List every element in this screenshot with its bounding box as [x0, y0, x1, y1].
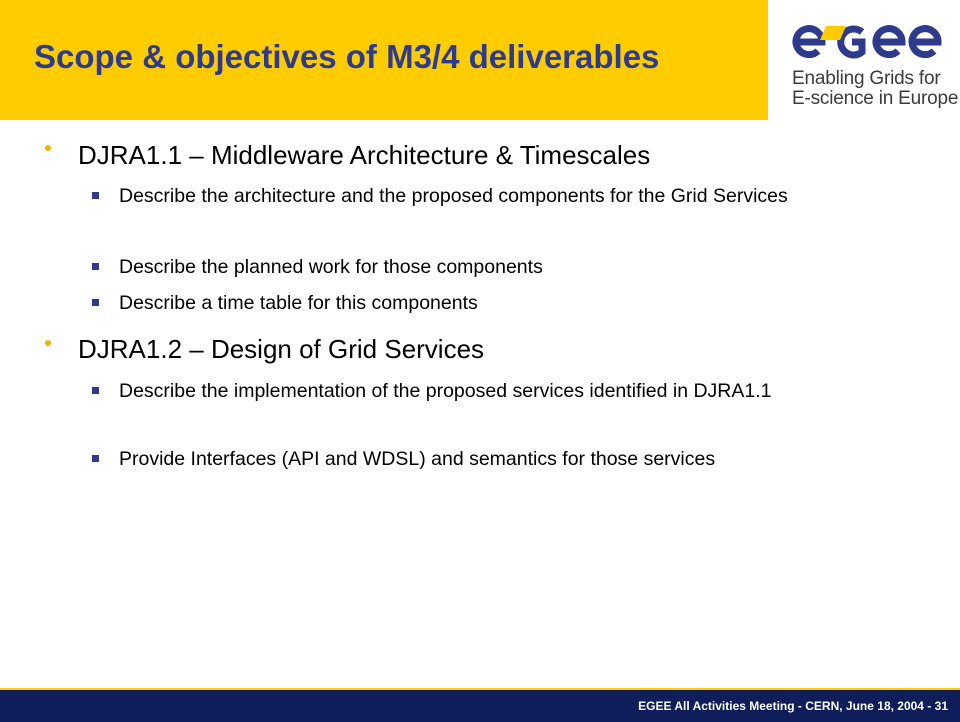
logo-tagline-line-1: Enabling Grids for — [792, 68, 941, 89]
sub-bullet-square — [92, 263, 99, 270]
footer-bar — [0, 688, 960, 722]
section-heading: DJRA1.1 – Middleware Architecture & Timescales — [78, 140, 651, 170]
list-item: Describe the architecture and the proposed components for the Grid Services — [119, 185, 788, 207]
list-item: Describe the implementation of the proposed services identified in DJRA1.1 — [119, 380, 772, 402]
sub-bullet-square — [92, 192, 99, 199]
sub-bullet-square — [92, 387, 99, 394]
list-item: Describe the planned work for those components — [119, 256, 543, 278]
section-heading: DJRA1.2 – Design of Grid Services — [78, 334, 485, 364]
egee-logo-icon — [792, 18, 942, 64]
list-item: Describe a time table for this components — [119, 292, 478, 314]
slide-title: Scope & objectives of M3/4 deliverables — [34, 38, 660, 75]
logo-tagline-line-2: E-science in Europe — [792, 88, 959, 109]
bullet-dot — [45, 145, 51, 151]
sub-bullet-square — [92, 455, 99, 462]
egee-logo — [792, 18, 959, 112]
footer-text: EGEE All Activities Meeting - CERN, June 18, 2004 - 31 — [638, 699, 948, 713]
bullet-dot — [45, 340, 51, 346]
list-item: Provide Interfaces (API and WDSL) and semantics for those services — [119, 448, 716, 470]
sub-bullet-square — [92, 299, 99, 306]
